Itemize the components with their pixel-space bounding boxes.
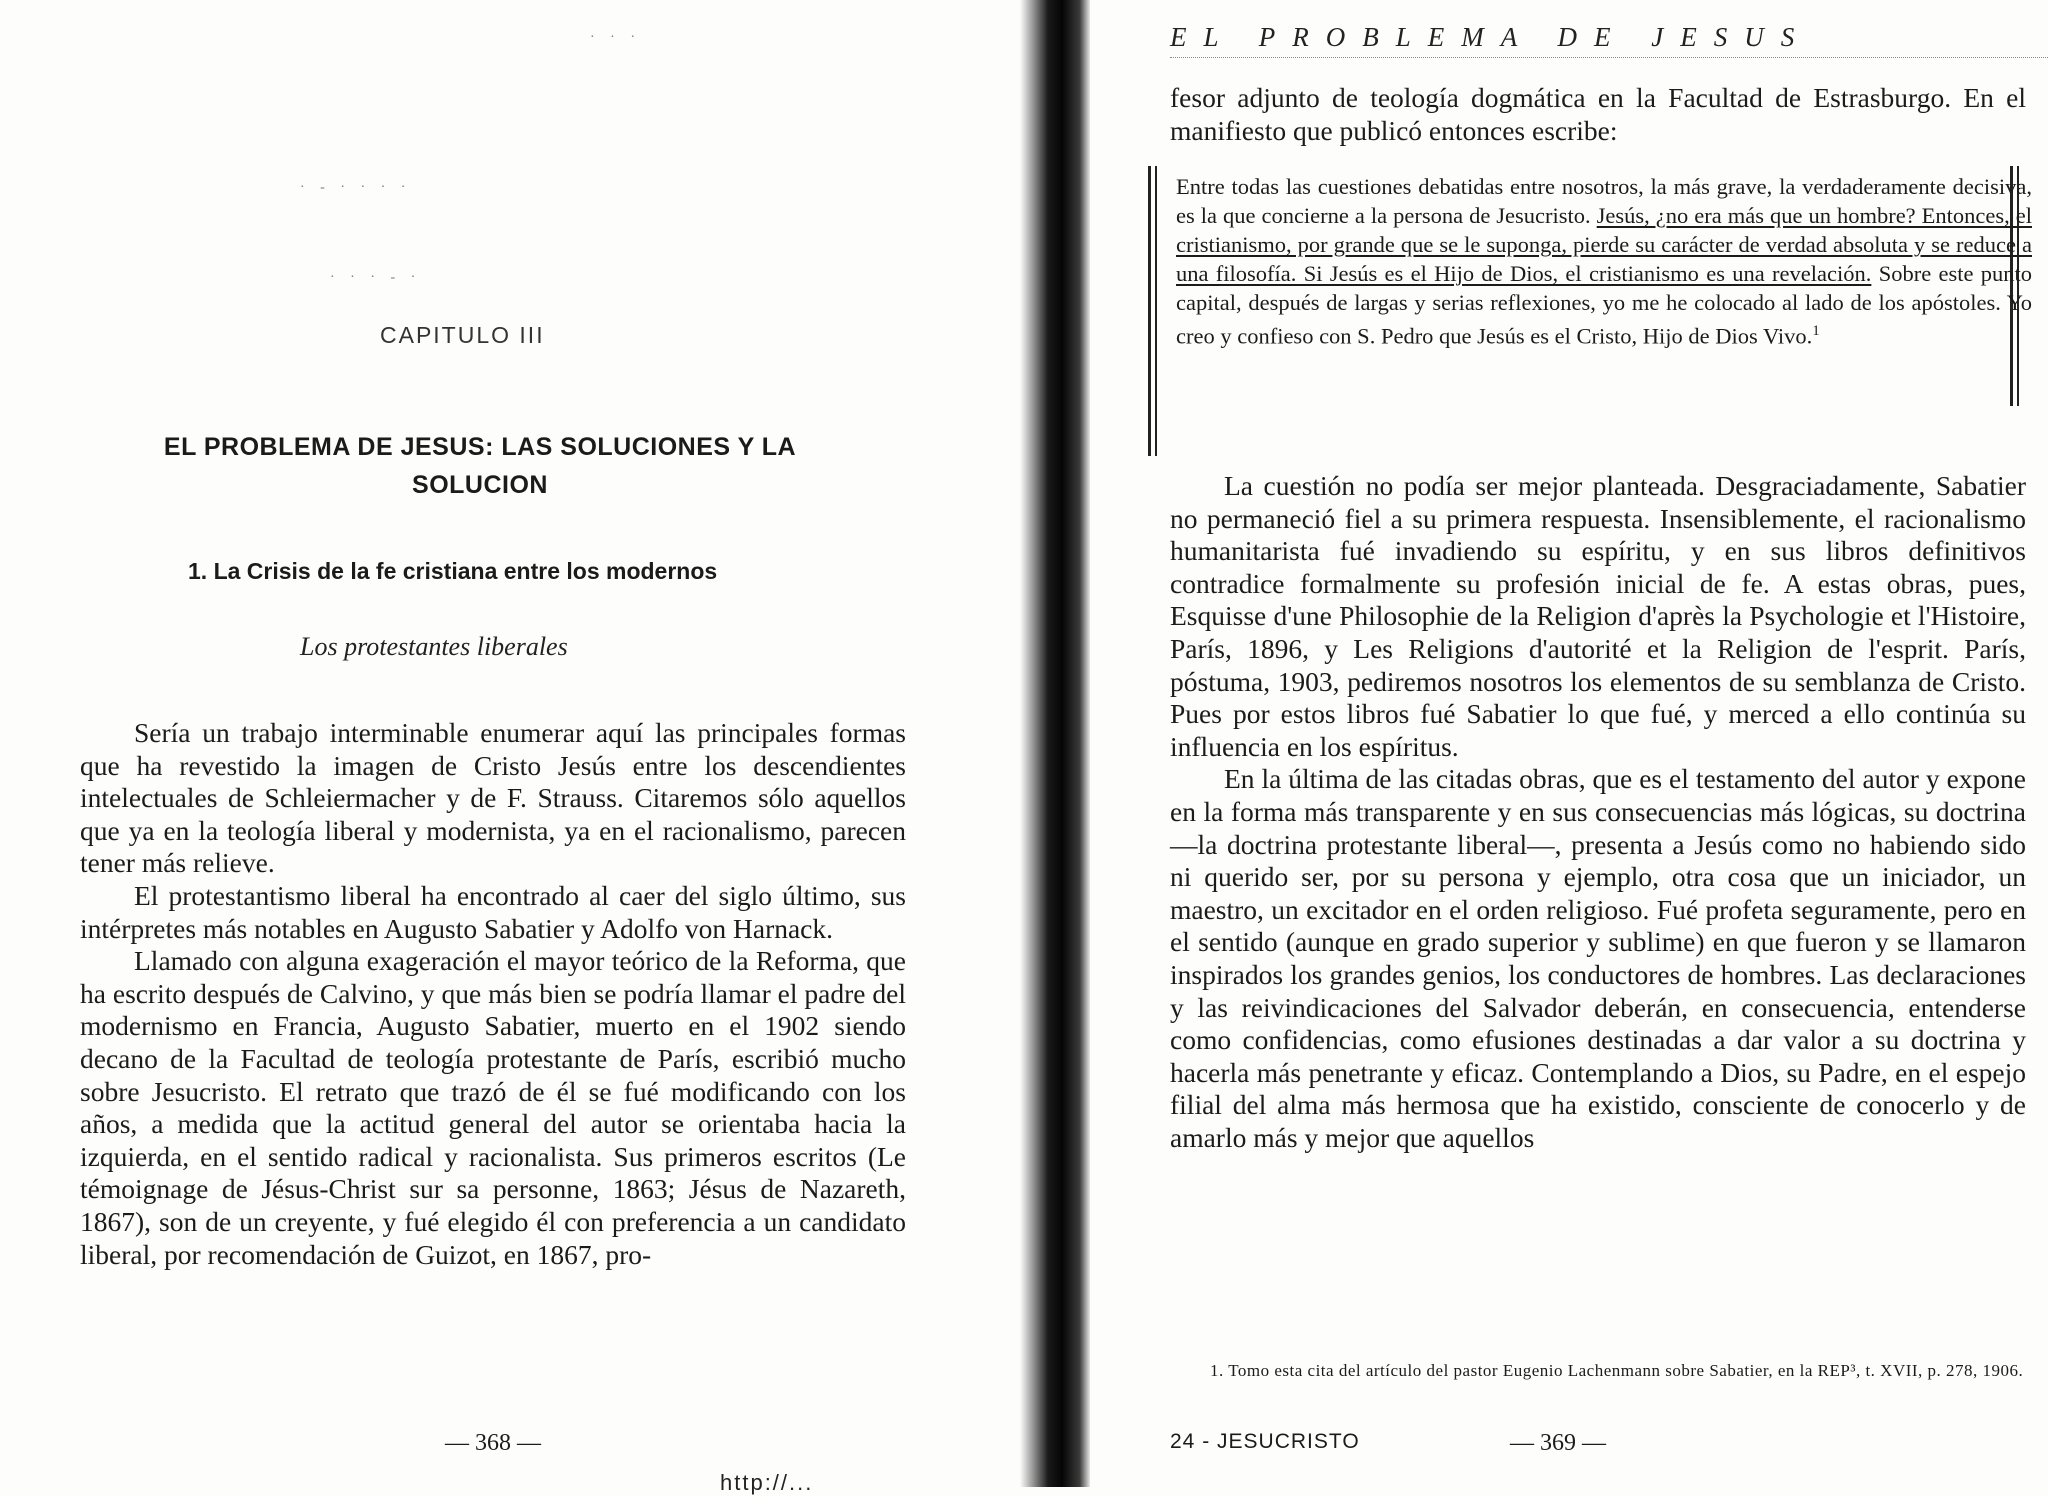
- right-page: [1090, 0, 2048, 1487]
- page-number: — 369 —: [1510, 1430, 1606, 1456]
- paragraph: Llamado con alguna exageración el mayor teórico de la Reforma, que ha escrito después de Calvino, y que más bien se podría llamar el padre del modernismo en Francia, Augusto Sabatier, muerto en el 1902 siendo decano de la Facultad de teología protestante de París, escribió mucho sobre Jesucristo. El retrato que trazó de él se fué modificando con los años, a medida que la actitud general del autor se orientaba hacia la izquierda, en el sentido radical y racionalista. Sus primeros escritos (Le témoignage de Jésus-Christ sur sa personne, 1863; Jésus de Nazareth, 1867), son de un creyente, y fué elegido él con preferencia a un candidato liberal, por recomendación de Guizot, en 1867, pro-: [80, 945, 906, 1270]
- page-number: — 368 —: [445, 1430, 541, 1456]
- paragraph: La cuestión no podía ser mejor planteada. Desgraciadamente, Sabatier no permaneció fiel a su primera respuesta. Insensiblemente, el racionalismo humanitarista fué invadiendo su espíritu, y en sus libros definitivos contradice formalmente su profesión inicial de fe. A estas obras, pues, Esquisse d'une Philosophie de la Religion d'après la Psychologie et l'Histoire, París, 1896, y Les Religions d'autorité et la Religion de l'esprit. París, póstuma, 1903, pediremos nosotros los elementos de su semblanza de Cristo. Pues por estos libros fué Sabatier lo que fué, y merced a ello continúa su influencia en los espíritus.: [1170, 470, 2026, 762]
- block-quote: [1170, 172, 2032, 351]
- paragraph: En la última de las citadas obras, que es el testamento del autor y expone en la forma más transparente y en sus consecuencias más lógicas, su doctrina —la doctrina protestante liberal—, presenta a Jesús como no habiendo sido ni querido ser, por su persona y ejemplo, otra cosa que un iniciador, un maestro, un excitador en el orden religioso. Fué profeta seguramente, pero en el sentido (aunque en grado superior y sublime) en que fueron y se llamaron inspirados los grandes genios, los conductores de hombres. Las declaraciones y las reivindicaciones del Salvador deberán, en consecuencia, entenderse como confidencias, como efusiones destinadas a dar valor a su doctrina y hacerla más penetrante y eficaz. Contemplando a Dios, su Padre, en el espejo filial del alma más hermosa que ha existido, consciente de conocerlo y de amarlo más y mejor que aquellos: [1170, 763, 2026, 1153]
- bottom-url-fragment: http://...: [720, 1470, 814, 1495]
- footnote: [1170, 1360, 2026, 1382]
- book-gutter: [1020, 0, 1090, 1487]
- signature-mark: 24 - JESUCRISTO: [1170, 1430, 1360, 1453]
- quote-underlined-text: Jesús, ¿no era más que un hombre? Entonces, el cristianismo, por grande que se le suponga, pierde su carácter de verdad absoluta y se reduce a una filosofía. Si Jesús es el Hijo de Dios, el cristianismo es una revelación.: [1176, 203, 2033, 286]
- paragraph: fesor adjunto de teología dogmática en la Facultad de Estrasburgo. En el manifiesto que publicó entonces escribe:: [1170, 82, 2026, 146]
- running-head: EL PROBLEMA DE JESUS: [1170, 22, 2048, 58]
- left-body-text: [80, 717, 906, 1271]
- section-heading: 1. La Crisis de la fe cristiana entre los modernos: [188, 558, 718, 584]
- intro-text: [1170, 82, 2026, 147]
- quote-text: Sobre este punto capital, después de largas y serias reflexiones, yo me he colocado al lado de los apóstoles. Yo creo y confieso con S. Pedro que Jesús es el Cristo, Hijo de Dios Vivo.: [1176, 261, 2033, 349]
- chapter-title: EL PROBLEMA DE JESUS: LAS SOLUCIONES Y LA SOLUCION: [163, 433, 797, 499]
- footnote-reference: 1: [1812, 323, 1820, 339]
- paragraph: Sería un trabajo interminable enumerar aquí las principales formas que ha revestido la imagen de Cristo Jesús entre los descendientes intelectuales de Schleiermacher y de F. Strauss. Citaremos sólo aquellos que ya en la teología liberal y modernista, ya en el racionalismo, parecen tener más relieve.: [80, 717, 906, 879]
- scan-noise: · · · - ·: [330, 270, 422, 285]
- left-page: [0, 0, 1020, 1487]
- right-body-text: [1170, 470, 2026, 1154]
- scan-noise: · - · · · ·: [300, 180, 412, 195]
- paragraph: El protestantismo liberal ha encontrado al caer del siglo último, sus intérpretes más notables en Augusto Sabatier y Adolfo von Harnack.: [80, 879, 906, 944]
- quote-margin-bracket: [1148, 166, 1157, 456]
- scan-noise: · · ·: [590, 30, 641, 45]
- subsection-heading: Los protestantes liberales: [300, 632, 568, 661]
- chapter-label: CAPITULO III: [380, 322, 545, 348]
- footnote-text: 1. Tomo esta cita del artículo del pastor Eugenio Lachenmann sobre Sabatier, en la REP³, t. XVII, p. 278, 1906.: [1210, 1361, 2024, 1380]
- quote-text: Entre todas las cuestiones debatidas entre nosotros, la más grave, la verdaderamente decisiva, es la que concierne a la persona de Jesucristo.: [1176, 174, 2032, 228]
